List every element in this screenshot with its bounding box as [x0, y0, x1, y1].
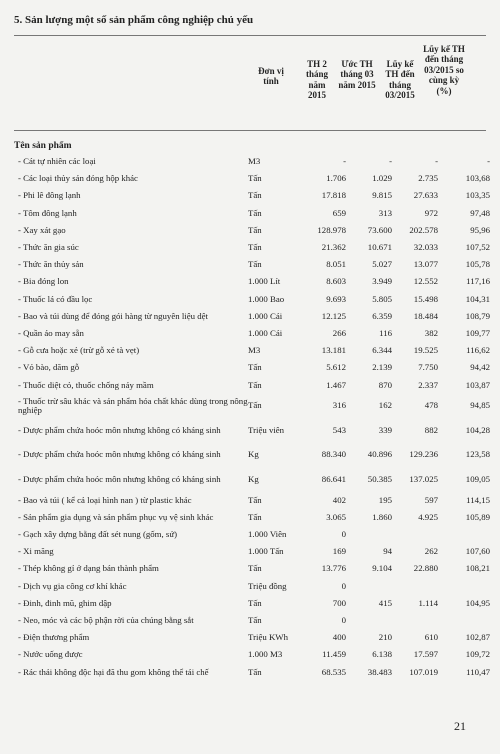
unit-cell: Tấn — [248, 666, 262, 677]
uoc-th-value: 415 — [378, 597, 392, 608]
uoc-th-value: 5.805 — [372, 293, 392, 304]
uoc-th-value: 339 — [378, 424, 392, 435]
th2-value: 128.978 — [317, 224, 346, 235]
so-cung-ky-value: 103,68 — [465, 173, 490, 184]
luy-ke-value: 129.236 — [409, 449, 438, 460]
unit-cell: Tấn — [248, 173, 262, 184]
unit-cell: Tấn — [248, 224, 262, 235]
uoc-th-value: 313 — [378, 207, 392, 218]
so-cung-ky-value: 110,47 — [466, 666, 490, 677]
luy-ke-value: 478 — [424, 400, 438, 411]
uoc-th-value — [348, 612, 394, 629]
unit-cell: M3 — [248, 156, 261, 167]
product-name: - Dược phẩm chứa hoóc môn nhưng không có kháng sinh — [18, 449, 221, 460]
so-cung-ky-value: 104,95 — [465, 597, 490, 608]
th2-value: 700 — [332, 597, 346, 608]
product-name: - Vỏ bào, dăm gỗ — [18, 362, 80, 373]
luy-ke-value: 107.019 — [409, 666, 438, 677]
unit-cell: M3 — [248, 345, 261, 356]
unit-cell: Tấn — [248, 379, 262, 390]
table-row — [14, 205, 494, 222]
luy-ke-value: 15.498 — [413, 293, 438, 304]
unit-cell: 1.000 Lít — [248, 276, 281, 287]
so-cung-ky-value: 95,96 — [470, 224, 490, 235]
page-number: 21 — [454, 719, 466, 733]
unit-cell: Tấn — [248, 511, 262, 522]
uoc-th-value: 73.600 — [367, 224, 392, 235]
table-row — [14, 291, 494, 308]
product-name: - Thuốc trừ sâu khác và sản phẩm hóa chất khác dùng trong nông nghiệp — [18, 395, 248, 415]
product-name: - Sản phẩm gia dụng và sản phẩm phục vụ vệ sinh khác — [18, 511, 214, 522]
unit-cell: 1.000 Cái — [248, 310, 283, 321]
unit-cell: Tấn — [248, 190, 262, 201]
table-row — [14, 646, 494, 663]
so-cung-ky-value: 103,35 — [465, 190, 490, 201]
header-so-cung-ky: Lũy kế TH đến tháng 03/2015 so cùng kỳ (%) — [423, 44, 465, 96]
unit-cell: Triệu đồng — [248, 580, 287, 591]
uoc-th-value: 40.896 — [367, 449, 392, 460]
header-bottom-rule — [14, 130, 486, 131]
table-row — [14, 359, 494, 376]
table-row — [14, 543, 494, 560]
table-row — [14, 509, 494, 526]
so-cung-ky-value: 114,15 — [466, 494, 490, 505]
production-table — [14, 153, 494, 681]
product-name: - Dịch vụ gia công cơ khí khác — [18, 580, 127, 591]
luy-ke-value: 610 — [424, 632, 438, 643]
table-row — [14, 560, 494, 577]
product-name: - Xi măng — [18, 546, 54, 557]
luy-ke-value: 22.880 — [413, 563, 438, 574]
uoc-th-value: 1.029 — [372, 173, 392, 184]
luy-ke-value — [394, 612, 440, 629]
luy-ke-value: 1.114 — [418, 597, 438, 608]
luy-ke-value — [394, 578, 440, 595]
luy-ke-value: 202.578 — [409, 224, 438, 235]
so-cung-ky-value: 104,31 — [465, 293, 490, 304]
uoc-th-value: 195 — [378, 494, 392, 505]
uoc-th-value: 5.027 — [372, 259, 392, 270]
luy-ke-value: 17.597 — [413, 649, 438, 660]
th2-value: 3.065 — [326, 511, 346, 522]
unit-cell: 1.000 Viên — [248, 529, 287, 540]
th2-value: 86.641 — [321, 473, 346, 484]
table-row — [14, 629, 494, 646]
luy-ke-value: 13.077 — [413, 259, 438, 270]
luy-ke-value: 972 — [424, 207, 438, 218]
product-name: - Bao và túi dùng để đóng gói hàng từ nguyên liệu dệt — [18, 310, 208, 321]
product-name: - Thép không gỉ ở dạng bán thành phẩm — [18, 563, 159, 574]
th2-value: 266 — [332, 327, 346, 338]
table-row — [14, 239, 494, 256]
luy-ke-value: 262 — [424, 546, 438, 557]
product-name: - Thuốc lá có đầu lọc — [18, 293, 93, 304]
so-cung-ky-value: 97,48 — [470, 207, 490, 218]
so-cung-ky-value: 104,28 — [465, 424, 490, 435]
luy-ke-value: 137.025 — [409, 473, 438, 484]
uoc-th-value — [348, 526, 394, 543]
uoc-th-value: 50.385 — [367, 473, 392, 484]
product-name: - Thuốc diệt cỏ, thuốc chống nảy mầm — [18, 379, 154, 390]
table-row — [14, 273, 494, 290]
luy-ke-value: 32.033 — [413, 242, 438, 253]
uoc-th-value: 9.104 — [372, 563, 392, 574]
product-name: - Tôm đông lạnh — [18, 207, 77, 218]
uoc-th-value: 870 — [378, 379, 392, 390]
header-unit: Đơn vị tính — [258, 66, 284, 87]
table-row — [14, 170, 494, 187]
th2-value: 659 — [332, 207, 346, 218]
luy-ke-value: 2.735 — [418, 173, 438, 184]
uoc-th-value: 162 — [378, 400, 392, 411]
th2-value: 402 — [332, 494, 346, 505]
product-name: - Neo, móc và các bộ phận rời của chúng bằng sắt — [18, 615, 194, 626]
th2-value: 13.181 — [321, 345, 346, 356]
th2-value: 1.467 — [326, 379, 346, 390]
th2-value: 9.693 — [326, 293, 346, 304]
so-cung-ky-value: 117,16 — [466, 276, 490, 287]
so-cung-ky-value: 116,62 — [466, 345, 490, 356]
unit-cell: Kg — [248, 473, 259, 484]
table-row — [14, 187, 494, 204]
luy-ke-value: 4.925 — [418, 511, 438, 522]
so-cung-ky-value: 103,87 — [465, 379, 490, 390]
so-cung-ky-value: 109,72 — [465, 649, 490, 660]
table-row — [14, 595, 494, 612]
unit-cell: Tấn — [248, 362, 262, 373]
th2-value: 68.535 — [321, 666, 346, 677]
table-row — [14, 153, 494, 170]
table-row — [14, 492, 494, 509]
uoc-th-value: - — [389, 156, 392, 167]
so-cung-ky-value: 123,58 — [465, 449, 490, 460]
table-row — [14, 418, 494, 443]
table-row — [14, 308, 494, 325]
luy-ke-value: 2.337 — [418, 379, 438, 390]
product-name: - Xay xát gạo — [18, 224, 66, 235]
luy-ke-value: 18.484 — [413, 310, 438, 321]
product-name: - Nước uống được — [18, 649, 83, 660]
th2-value: 0 — [341, 615, 346, 626]
th2-value: 1.706 — [326, 173, 346, 184]
product-name: - Thức ăn thủy sản — [18, 259, 84, 270]
uoc-th-value — [348, 578, 394, 595]
so-cung-ky-value: 108,21 — [465, 563, 490, 574]
uoc-th-value: 210 — [378, 632, 392, 643]
unit-cell: Tấn — [248, 259, 262, 270]
uoc-th-value: 6.138 — [372, 649, 392, 660]
product-name: - Dược phẩm chứa hoóc môn nhưng không có kháng sinh — [18, 473, 221, 484]
so-cung-ky-value: 94,42 — [470, 362, 490, 373]
uoc-th-value: 2.139 — [372, 362, 392, 373]
uoc-th-value: 1.860 — [372, 511, 392, 522]
product-name: - Thức ăn gia súc — [18, 242, 79, 253]
header-uoc-th: Ước TH tháng 03 năm 2015 — [338, 59, 376, 90]
th2-value: 543 — [332, 424, 346, 435]
table-row — [14, 394, 494, 419]
uoc-th-value: 116 — [379, 327, 392, 338]
unit-cell: Tấn — [248, 207, 262, 218]
product-name: - Các loại thủy sản đóng hộp khác — [18, 173, 138, 184]
header-th2: TH 2 tháng năm 2015 — [305, 59, 328, 101]
luy-ke-value: 882 — [424, 424, 438, 435]
so-cung-ky-value: - — [487, 156, 490, 167]
unit-cell: 1.000 M3 — [248, 649, 283, 660]
table-row — [14, 342, 494, 359]
page-title: 5. Sản lượng một số sản phẩm công nghiệp chủ yếu — [14, 14, 254, 26]
so-cung-ky-value — [440, 526, 494, 543]
th2-value: 21.362 — [321, 242, 346, 253]
table-row — [14, 612, 494, 629]
th2-value: 17.818 — [321, 190, 346, 201]
uoc-th-value: 94 — [383, 546, 392, 557]
table-row — [14, 578, 494, 595]
th2-value: 11.459 — [322, 649, 346, 660]
product-name: - Bao và túi ( kể cả loại hình nan ) từ plastic khác — [18, 494, 192, 505]
th2-value: 169 — [332, 546, 346, 557]
th2-value: - — [343, 156, 346, 167]
so-cung-ky-value: 107,52 — [465, 242, 490, 253]
th2-value: 0 — [341, 529, 346, 540]
so-cung-ky-value: 108,79 — [465, 310, 490, 321]
product-name: - Đinh, đinh mũ, ghim dập — [18, 597, 112, 608]
luy-ke-value: 7.750 — [418, 362, 438, 373]
so-cung-ky-value: 109,05 — [465, 473, 490, 484]
so-cung-ky-value: 105,78 — [465, 259, 490, 270]
table-row — [14, 256, 494, 273]
so-cung-ky-value: 107,60 — [465, 546, 490, 557]
luy-ke-value: 597 — [424, 494, 438, 505]
th2-value: 0 — [341, 580, 346, 591]
unit-cell: Tấn — [248, 563, 262, 574]
unit-cell: Kg — [248, 449, 259, 460]
luy-ke-value: 19.525 — [413, 345, 438, 356]
product-name: - Cát tự nhiên các loại — [18, 156, 96, 167]
unit-cell: Tấn — [248, 494, 262, 505]
product-name: - Gỗ cưa hoặc xẻ (trừ gỗ xẻ tà vẹt) — [18, 345, 140, 356]
th2-value: 12.125 — [321, 310, 346, 321]
unit-cell: 1.000 Bao — [248, 293, 285, 304]
unit-cell: 1.000 Cái — [248, 327, 283, 338]
table-row — [14, 325, 494, 342]
unit-cell: 1.000 Tấn — [248, 546, 284, 557]
so-cung-ky-value — [440, 612, 494, 629]
luy-ke-value: - — [435, 156, 438, 167]
unit-cell: Tấn — [248, 615, 262, 626]
unit-cell: Tấn — [248, 597, 262, 608]
product-name: - Gạch xây dựng bằng đất sét nung (gốm, sứ) — [18, 529, 178, 540]
product-name: - Quần áo may sẵn — [18, 327, 84, 338]
table-row — [14, 467, 494, 492]
product-name: - Bia đóng lon — [18, 276, 69, 287]
table-row — [14, 376, 494, 393]
unit-cell: Triệu KWh — [248, 632, 288, 643]
so-cung-ky-value: 109,77 — [465, 327, 490, 338]
uoc-th-value: 6.359 — [372, 310, 392, 321]
luy-ke-value: 12.552 — [413, 276, 438, 287]
product-name: - Rác thải không độc hại đã thu gom không thể tái chế — [18, 666, 209, 677]
table-row — [14, 664, 494, 681]
luy-ke-value: 27.633 — [413, 190, 438, 201]
so-cung-ky-value: 105,89 — [465, 511, 490, 522]
unit-cell: Tấn — [248, 242, 262, 253]
uoc-th-value: 9.815 — [372, 190, 392, 201]
product-name: - Phi lê đông lạnh — [18, 190, 81, 201]
so-cung-ky-value: 94,85 — [470, 400, 490, 411]
th2-value: 88.340 — [321, 449, 346, 460]
th2-value: 5.612 — [326, 362, 346, 373]
table-row — [14, 526, 494, 543]
luy-ke-value: 382 — [424, 327, 438, 338]
table-row — [14, 443, 494, 468]
section-label: Tên sản phẩm — [14, 141, 72, 151]
header-luy-ke: Lũy kế TH đến tháng 03/2015 — [385, 59, 415, 101]
unit-cell: Triệu viên — [248, 424, 285, 435]
so-cung-ky-value: 102,87 — [465, 632, 490, 643]
th2-value: 316 — [332, 400, 346, 411]
table-row — [14, 222, 494, 239]
uoc-th-value: 6.344 — [372, 345, 392, 356]
unit-cell: Tấn — [248, 400, 262, 411]
uoc-th-value: 10.671 — [367, 242, 392, 253]
so-cung-ky-value — [440, 578, 494, 595]
uoc-th-value: 38.483 — [367, 666, 392, 677]
th2-value: 8.051 — [326, 259, 346, 270]
luy-ke-value — [394, 526, 440, 543]
product-name: - Điện thương phẩm — [18, 632, 90, 643]
th2-value: 13.776 — [321, 563, 346, 574]
product-name: - Dược phẩm chứa hoóc môn nhưng không có kháng sinh — [18, 424, 221, 435]
th2-value: 400 — [332, 632, 346, 643]
header-top-rule — [14, 35, 486, 36]
th2-value: 8.603 — [326, 276, 346, 287]
uoc-th-value: 3.949 — [372, 276, 392, 287]
